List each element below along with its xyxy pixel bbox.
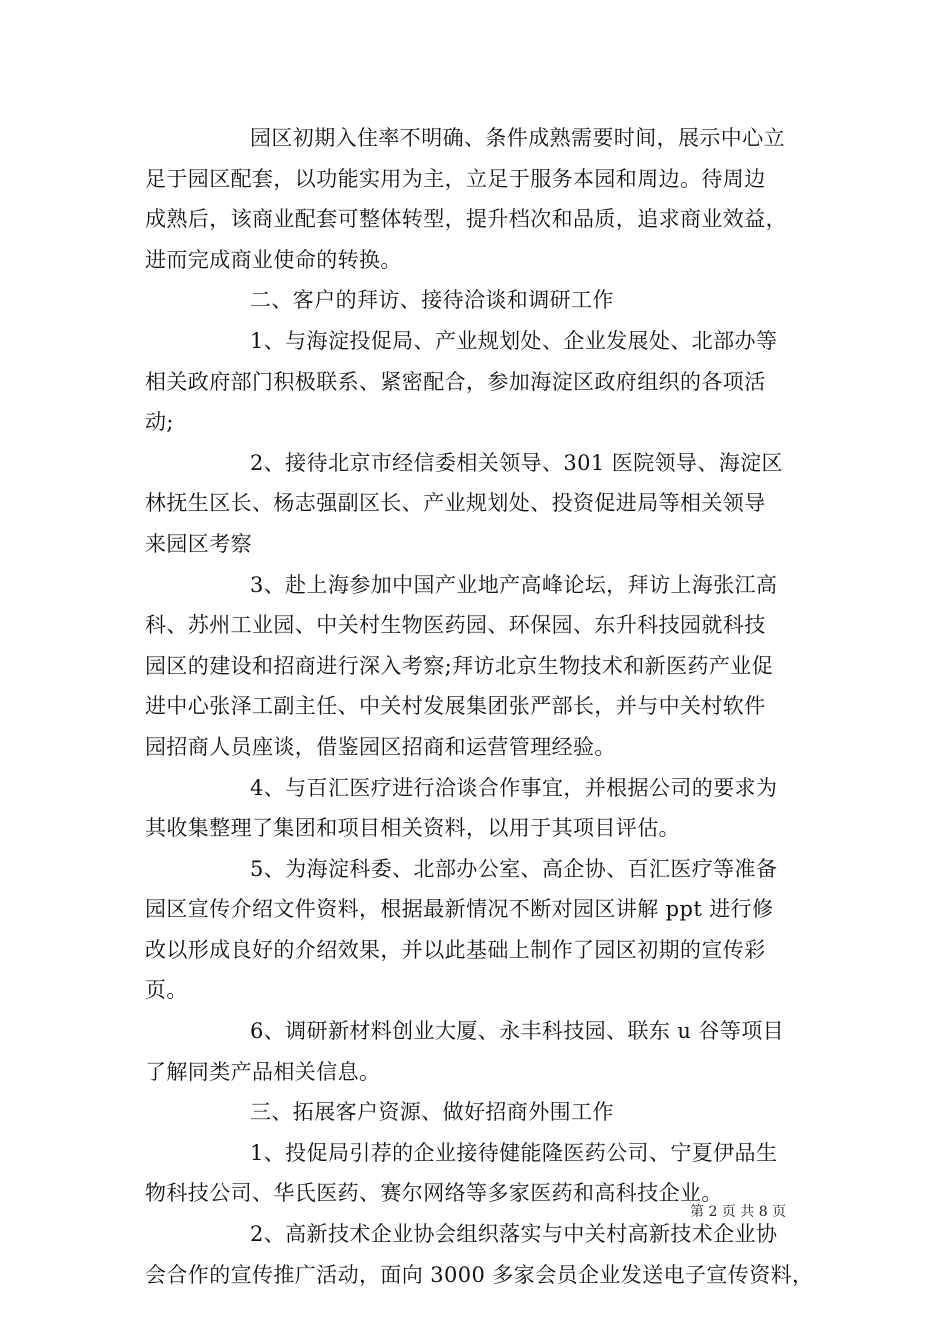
text-line: 会合作的宣传推广活动，面向 3000 多家会员企业发送电子宣传资料，	[145, 1262, 814, 1287]
paragraph	[145, 565, 815, 768]
text-line: 进中心张泽工副主任、中关村发展集团张严部长，并与中关村软件	[145, 694, 766, 719]
text-line: 2、高新技术企业协会组织落实与中关村高新技术企业协	[250, 1222, 778, 1247]
paragraph	[145, 768, 815, 849]
text-line: 来园区考察	[145, 531, 252, 556]
text-line: 2、接待北京市经信委相关领导、301 医院领导、海淀区	[250, 450, 783, 475]
paragraph	[145, 321, 815, 443]
text-line: 进而完成商业使命的转换。	[145, 247, 402, 272]
text-line: 5、为海淀科委、北部办公室、高企协、百汇医疗等准备	[250, 856, 778, 881]
text-line: 园区初期入住率不明确、条件成熟需要时间，展示中心立	[250, 126, 785, 150]
paragraph	[145, 443, 815, 565]
text-line: 二、客户的拜访、接待洽谈和调研工作	[250, 288, 614, 313]
section-heading	[145, 1092, 815, 1133]
paragraph	[145, 1133, 815, 1214]
text-line: 三、拓展客户资源、做好招商外围工作	[250, 1100, 614, 1125]
text-line: 1、与海淀投促局、产业规划处、企业发展处、北部办等	[250, 328, 778, 353]
section-heading	[145, 280, 815, 321]
paragraph	[145, 1214, 815, 1295]
text-line: 其收集整理了集团和项目相关资料，以用于其项目评估。	[145, 816, 680, 841]
text-line: 1、投促局引荐的企业接待健能隆医药公司、宁夏伊品生	[250, 1140, 778, 1165]
text-line: 园招商人员座谈，借鉴园区招商和运营管理经验。	[145, 734, 616, 759]
text-line: 园区的建设和招商进行深入考察;拜访北京生物技术和新医药产业促	[145, 653, 774, 678]
text-line: 林抚生区长、杨志强副区长、产业规划处、投资促进局等相关领导	[145, 491, 766, 516]
text-line: 成熟后，该商业配套可整体转型，提升档次和品质，追求商业效益，	[145, 207, 787, 232]
text-line: 改以形成良好的介绍效果，并以此基础上制作了园区初期的宣传彩	[145, 937, 766, 962]
paragraph	[145, 118, 815, 280]
text-line: 园区宣传介绍文件资料，根据最新情况不断对园区讲解 ppt 进行修	[145, 897, 774, 922]
text-line: 4、与百汇医疗进行洽谈合作事宜，并根据公司的要求为	[250, 775, 778, 800]
paragraph	[145, 1011, 815, 1092]
text-line: 动;	[145, 410, 174, 435]
text-line: 相关政府部门积极联系、紧密配合，参加海淀区政府组织的各项活	[145, 369, 766, 394]
text-line: 科、苏州工业园、中关村生物医药园、环保园、东升科技园就科技	[145, 613, 766, 638]
text-line: 了解同类产品相关信息。	[145, 1059, 381, 1084]
text-line: 页。	[145, 978, 188, 1003]
page-number-footer: 第 2 页 共 8 页	[690, 1204, 787, 1220]
paragraph	[145, 849, 815, 1011]
text-line: 6、调研新材料创业大厦、永丰科技园、联东 u 谷等项目	[250, 1019, 785, 1044]
text-line: 足于园区配套，以功能实用为主，立足于服务本园和周边。待周边	[145, 166, 766, 191]
text-line: 物科技公司、华氏医药、赛尔网络等多家医药和高科技企业。	[145, 1181, 723, 1206]
document-body	[145, 118, 815, 1295]
text-line: 3、赴上海参加中国产业地产高峰论坛，拜访上海张江高	[250, 572, 778, 597]
